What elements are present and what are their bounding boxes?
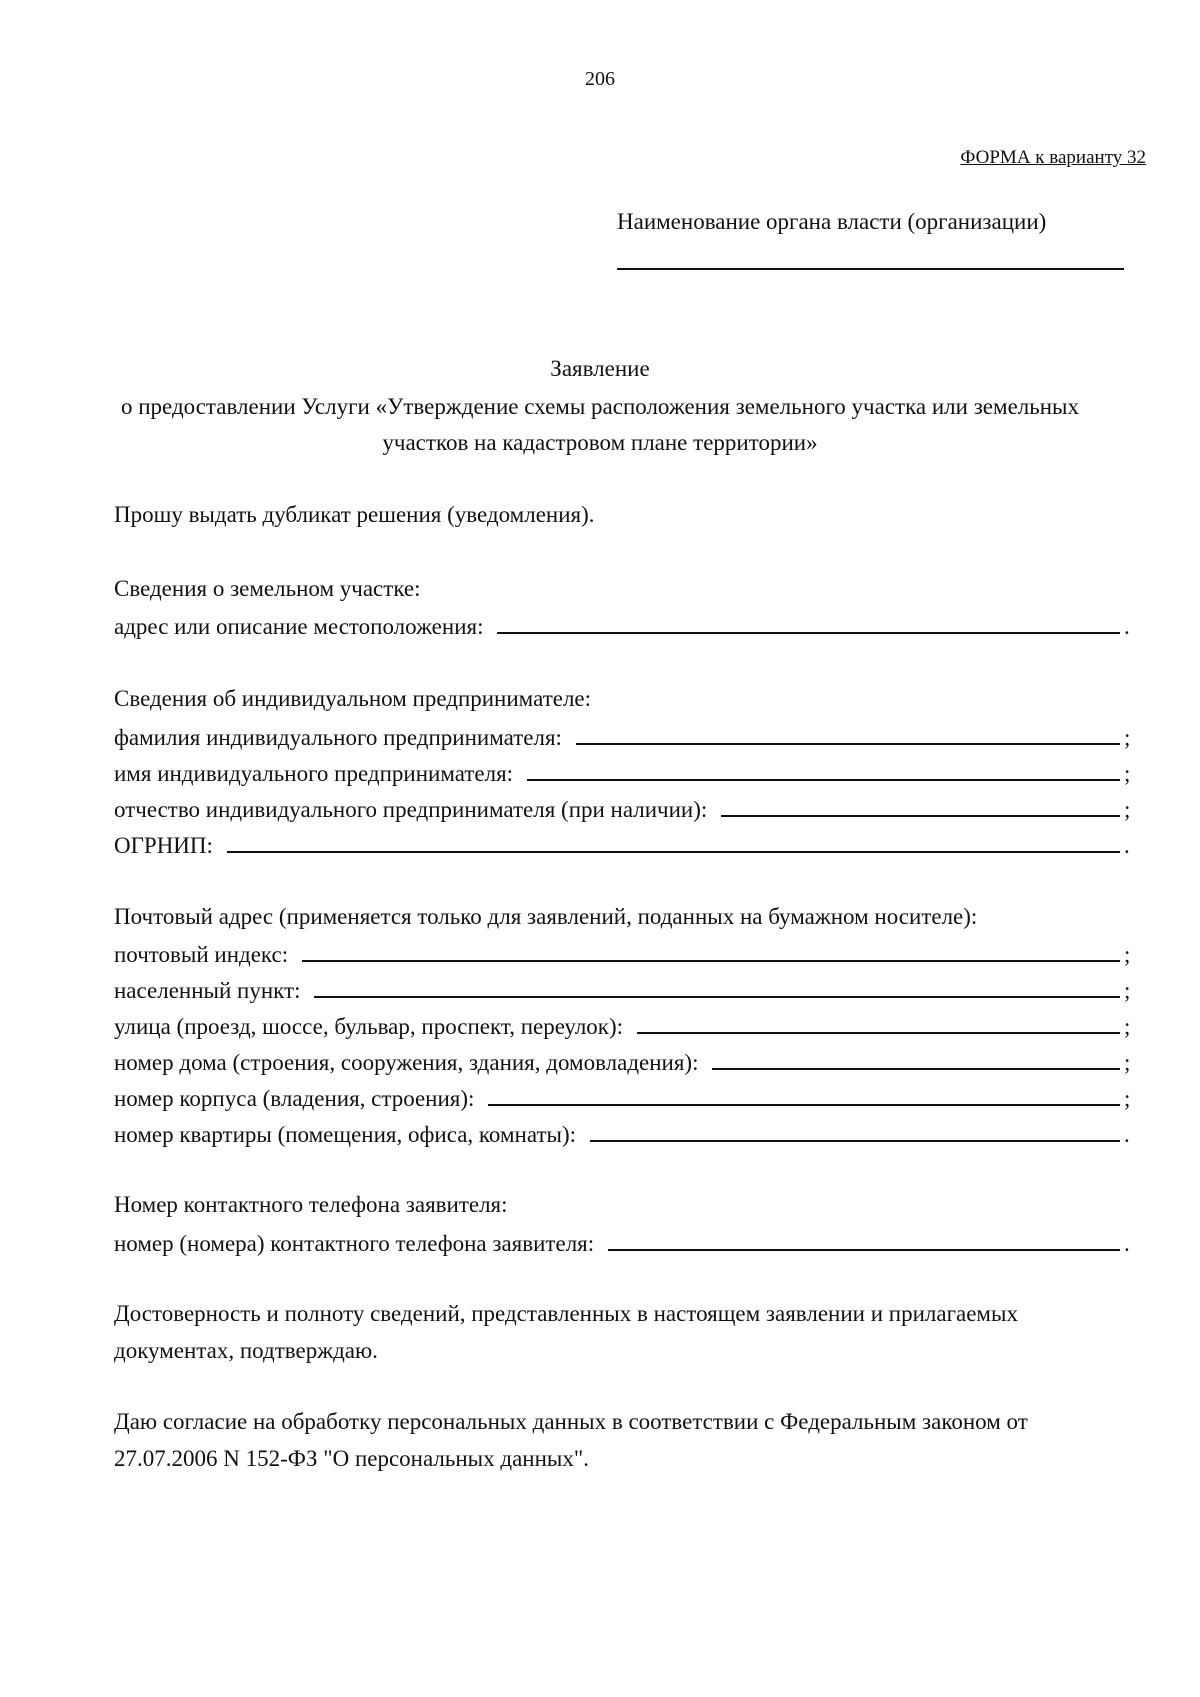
address-row: [114, 612, 1134, 640]
entrepreneur-heading: Сведения об индивидуальном предпринимателе:: [114, 686, 592, 711]
document-title: Заявление: [550, 356, 650, 381]
name-end: ;: [1124, 761, 1131, 786]
house-label: номер дома (строения, сооружения, здания, домовладения):: [114, 1050, 699, 1075]
apartment-field[interactable]: [590, 1120, 1120, 1142]
request-text: Прошу выдать дубликат решения (уведомления).: [114, 502, 595, 527]
building-label: номер корпуса (владения, строения):: [114, 1086, 475, 1111]
name-field[interactable]: [527, 759, 1120, 781]
address-label: адрес или описание местоположения:: [114, 614, 484, 639]
street-field[interactable]: [637, 1012, 1120, 1034]
house-field[interactable]: [712, 1048, 1120, 1070]
consent-line1: Даю согласие на обработку персональных данных в соответствии с Федеральным законом от: [114, 1409, 1028, 1434]
entrepreneur-row-ogrnip: [114, 831, 1134, 859]
phone-row: [114, 1229, 1134, 1257]
house-end: ;: [1124, 1050, 1131, 1075]
patronymic-end: ;: [1124, 797, 1131, 822]
phone-label: номер (номера) контактного телефона заявителя:: [114, 1231, 595, 1256]
form-reference: ФОРМА к варианту 32: [960, 147, 1146, 168]
document-subtitle-line1: о предоставлении Услуги «Утверждение схемы расположения земельного участка или земельных: [120, 394, 1079, 419]
ogrnip-end: .: [1124, 833, 1130, 858]
phone-end: .: [1124, 1231, 1130, 1256]
postal-row-building: [114, 1084, 1134, 1112]
confirmation-line2: документах, подтверждаю.: [114, 1338, 378, 1363]
postal-row-house: [114, 1048, 1134, 1076]
ogrnip-label: ОГРНИП:: [114, 833, 213, 858]
authority-name-field[interactable]: [617, 268, 1124, 270]
name-label: имя индивидуального предпринимателя:: [114, 761, 514, 786]
building-end: ;: [1124, 1086, 1131, 1111]
confirmation-line1: Достоверность и полноту сведений, представленных в настоящем заявлении и прилагаемых: [114, 1301, 1018, 1326]
consent-line2: 27.07.2006 N 152-ФЗ "О персональных данных".: [114, 1446, 590, 1471]
entrepreneur-row-name: [114, 759, 1134, 787]
authority-label: Наименование органа власти (организации): [617, 209, 1047, 234]
phone-field[interactable]: [608, 1229, 1120, 1251]
address-field[interactable]: [497, 612, 1120, 634]
land-plot-heading: Сведения о земельном участке:: [114, 576, 421, 601]
postal-row-index: [114, 940, 1134, 968]
patronymic-label: отчество индивидуального предпринимателя (при наличии):: [114, 797, 708, 822]
street-label: улица (проезд, шоссе, бульвар, проспект, переулок):: [114, 1014, 624, 1039]
building-field[interactable]: [488, 1084, 1120, 1106]
postal-index-label: почтовый индекс:: [114, 942, 289, 967]
postal-row-apartment: [114, 1120, 1134, 1148]
page-number: 206: [585, 68, 615, 90]
apartment-label: номер квартиры (помещения, офиса, комнаты):: [114, 1122, 576, 1147]
address-end: .: [1124, 614, 1130, 639]
postal-index-field[interactable]: [302, 940, 1120, 962]
entrepreneur-row-surname: [114, 723, 1134, 751]
locality-field[interactable]: [314, 976, 1120, 998]
apartment-end: .: [1124, 1122, 1130, 1147]
document-subtitle-line2: участков на кадастровом плане территории»: [382, 430, 818, 455]
patronymic-field[interactable]: [721, 795, 1120, 817]
surname-field[interactable]: [576, 723, 1120, 745]
surname-end: ;: [1124, 725, 1131, 750]
ogrnip-field[interactable]: [227, 831, 1120, 853]
phone-heading: Номер контактного телефона заявителя:: [114, 1192, 508, 1217]
entrepreneur-row-patronymic: [114, 795, 1134, 823]
postal-heading: Почтовый адрес (применяется только для заявлений, поданных на бумажном носителе):: [114, 904, 978, 929]
postal-row-street: [114, 1012, 1134, 1040]
locality-end: ;: [1124, 978, 1131, 1003]
street-end: ;: [1124, 1014, 1131, 1039]
postal-index-end: ;: [1124, 942, 1131, 967]
surname-label: фамилия индивидуального предпринимателя:: [114, 725, 562, 750]
postal-row-locality: [114, 976, 1134, 1004]
locality-label: населенный пункт:: [114, 978, 301, 1003]
